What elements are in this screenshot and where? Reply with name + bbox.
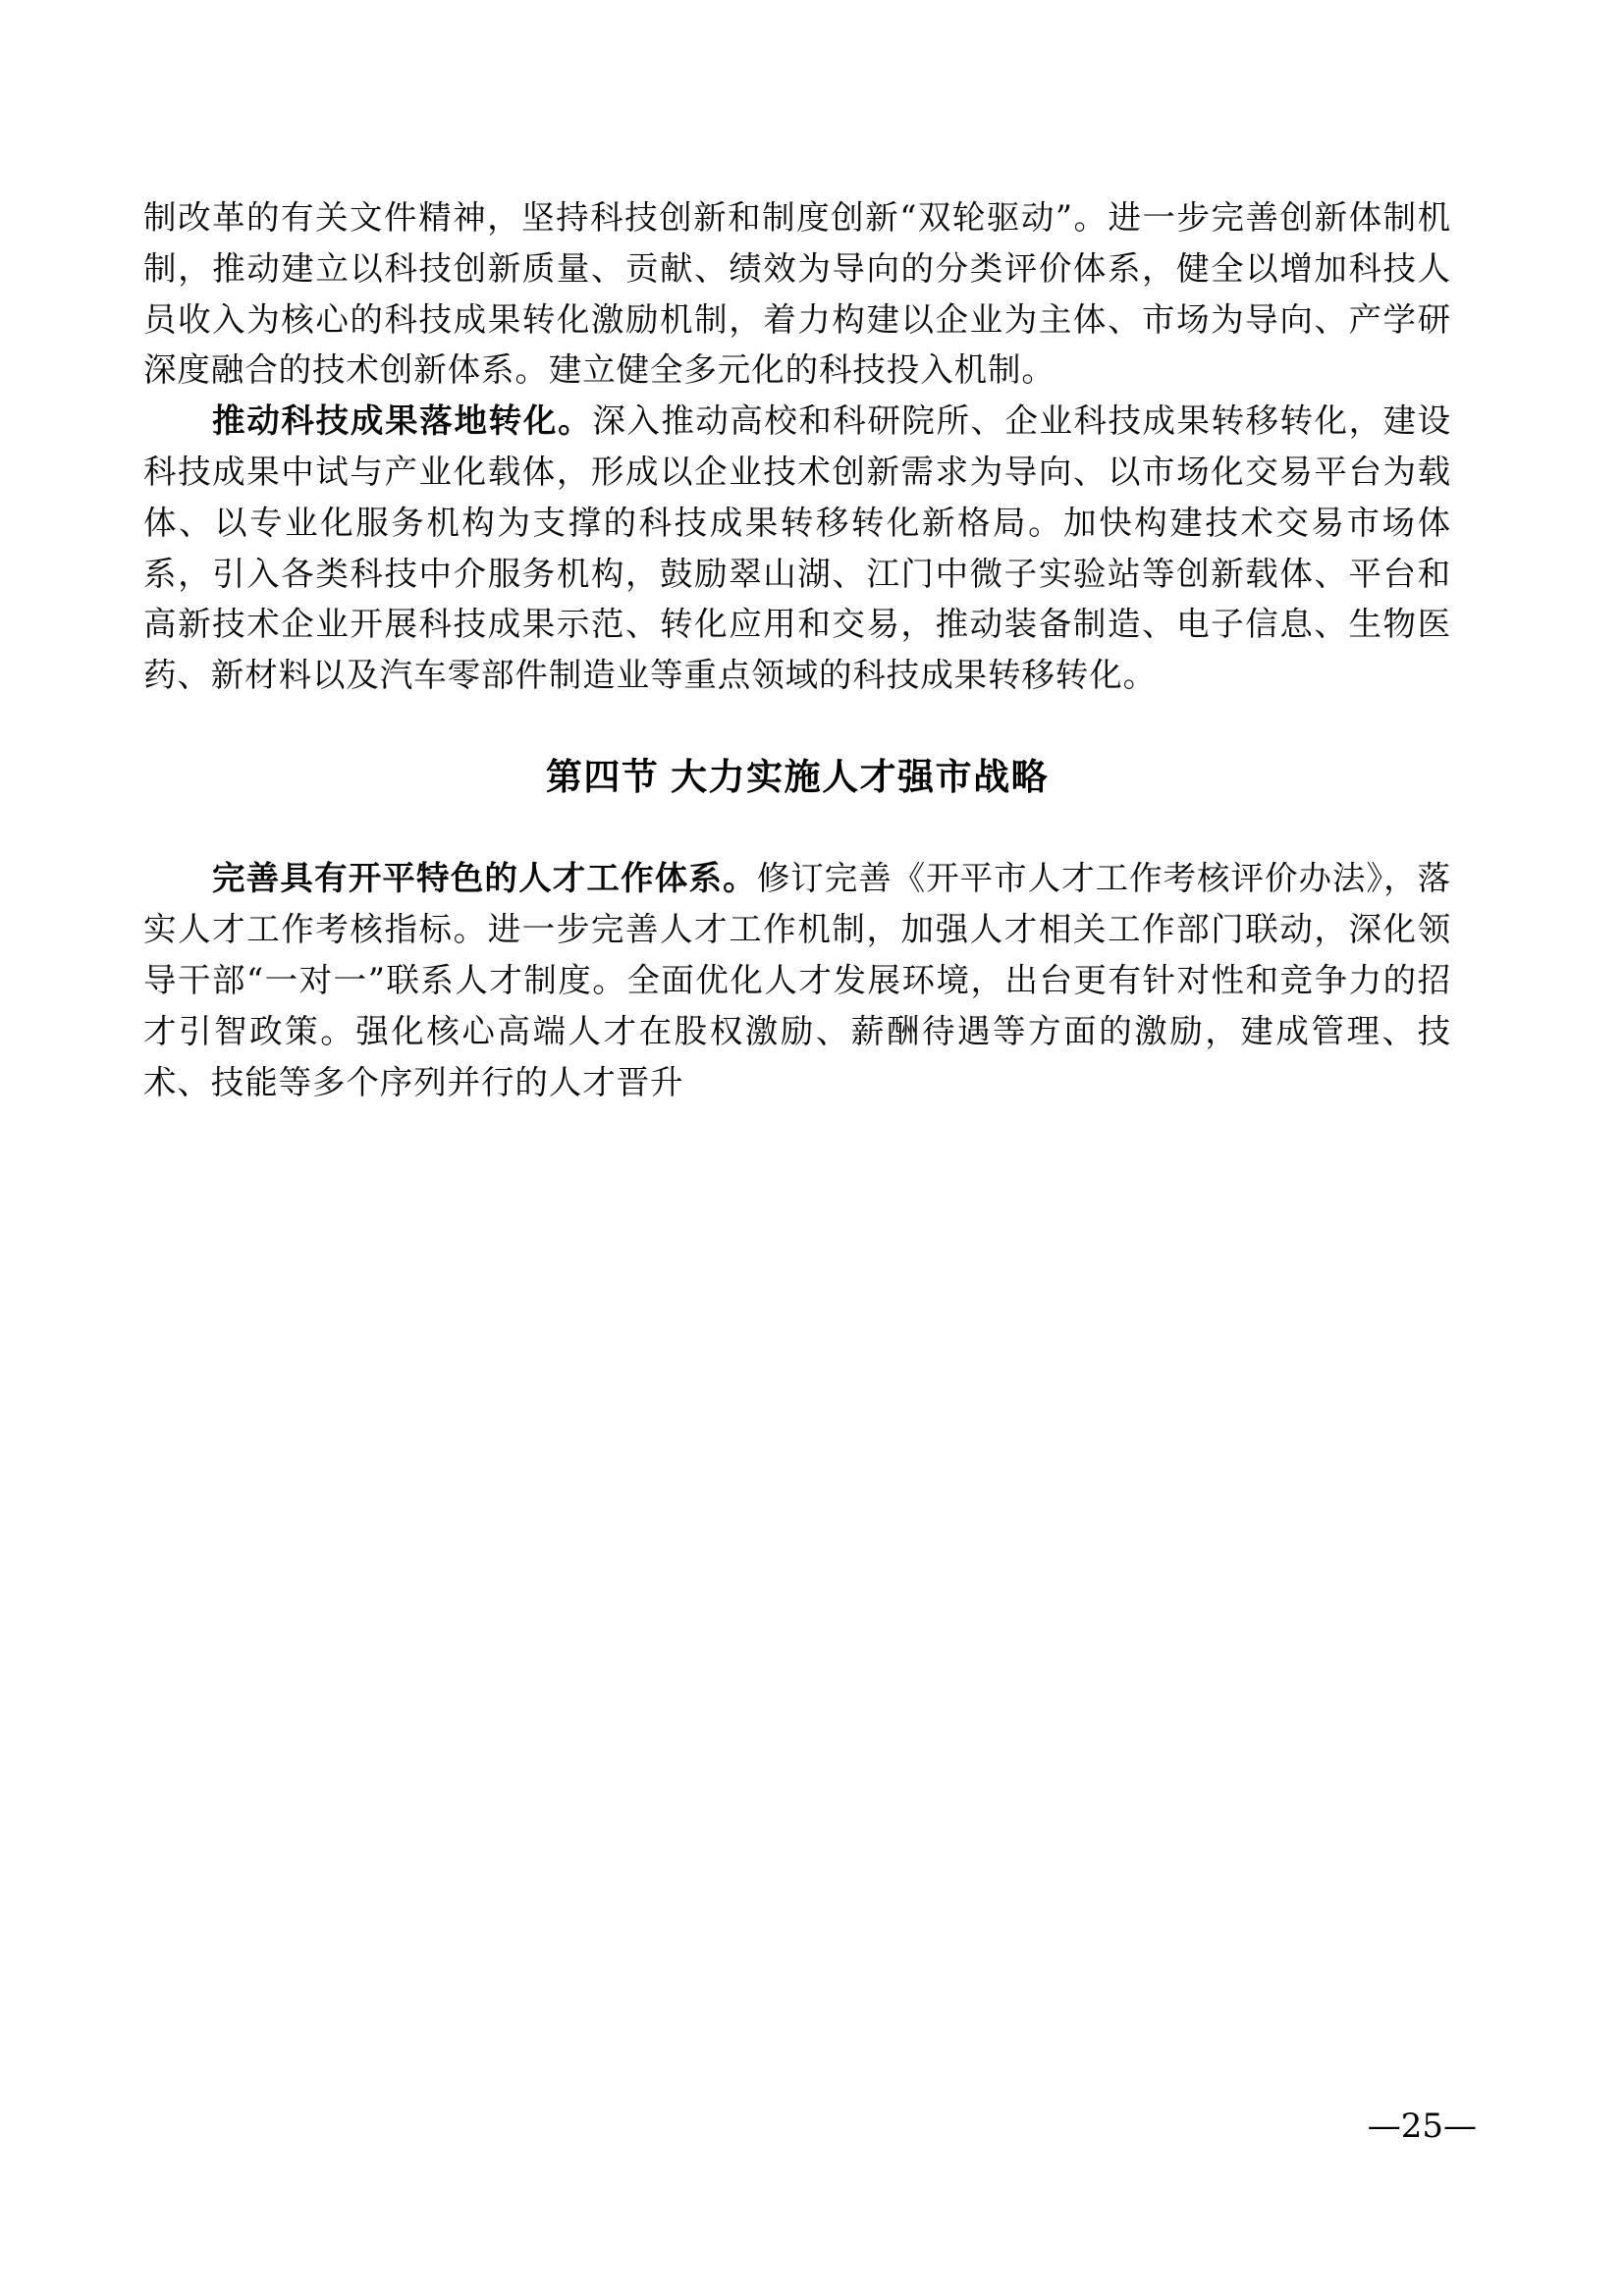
page-content (143, 192, 1451, 1107)
heading-spacer-bottom (143, 803, 1451, 854)
paragraph-text: 制改革的有关文件精神，坚持科技创新和制度创新“双轮驱动”。进一步完善创新体制机制，推动建立以科技创新质量、贡献、绩效为导向的分类评价体系，健全以增加科技人员收入为核心的科技成果转化激励机制，着力构建以企业为主体、市场为导向、产学研深度融合的技术创新体系。建立健全多元化的科技投入机制。 (143, 198, 1451, 390)
paragraph-talent-work-system (143, 853, 1451, 1107)
paragraph-lead-in: 推动科技成果落地转化。 (212, 401, 593, 441)
paragraph-lead-in: 完善具有开平特色的人才工作体系。 (212, 859, 757, 898)
paragraph-text: 修订完善《开平市人才工作考核评价办法》，落实人才工作考核指标。进一步完善人才工作机制，加强人才相关工作部门联动，深化领导干部“一对一”联系人才制度。全面优化人才发展环境，出台更有针对性和竞争力的招才引智政策。强化核心高端人才在股权激励、薪酬待遇等方面的激励，建成管理、技术、技能等多个序列并行的人才晋升 (143, 859, 1451, 1101)
section-heading-talent-strategy: 第四节 大力实施人才强市战略 (545, 756, 1050, 797)
paragraph-tech-achievement-transfer (143, 396, 1451, 701)
paragraph-text: 深入推动高校和科研院所、企业科技成果转移转化，建设科技成果中试与产业化载体，形成以企业技术创新需求为导向、以市场化交易平台为载体、以专业化服务机构为支撑的科技成果转移转化新格局。加快构建技术交易市场体系，引入各类科技中介服务机构，鼓励翠山湖、江门中微子实验站等创新载体、平台和高新技术企业开展科技成果示范、转化应用和交易，推动装备制造、电子信息、生物医药、新材料以及汽车零部件制造业等重点领域的科技成果转移转化。 (143, 401, 1451, 695)
paragraph-science-system-reform (143, 192, 1451, 396)
page-number: —25— (1367, 2107, 1477, 2146)
heading-spacer-top (143, 701, 1451, 752)
